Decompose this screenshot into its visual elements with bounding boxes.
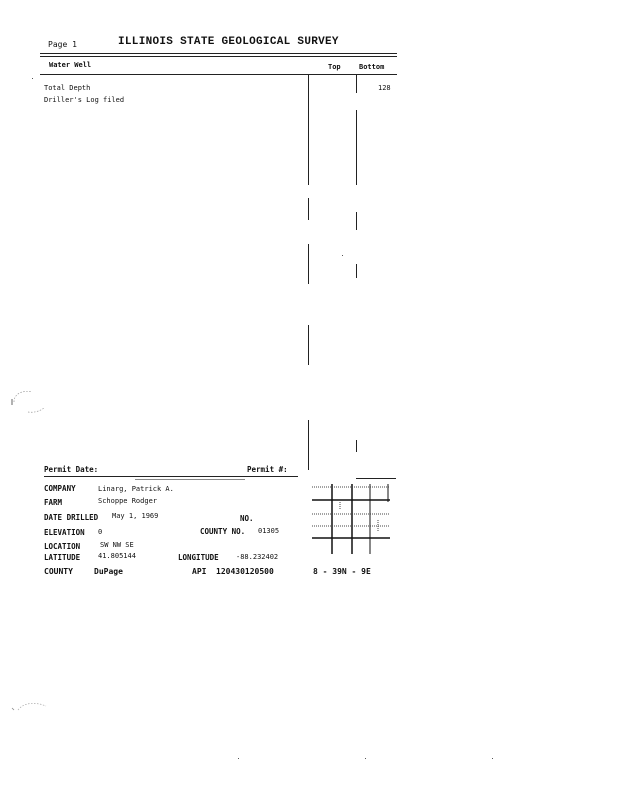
permit-number-label: Permit #: bbox=[247, 465, 288, 474]
county-value: DuPage bbox=[94, 567, 123, 576]
col-header-rule bbox=[40, 74, 397, 75]
hole-punch-mark bbox=[10, 388, 50, 418]
col-header-top: Top bbox=[328, 63, 341, 71]
scan-speck bbox=[492, 758, 493, 759]
company-label: COMPANY bbox=[44, 484, 76, 493]
longitude-label: LONGITUDE bbox=[178, 553, 219, 562]
api-label: API bbox=[192, 567, 207, 576]
elevation-label: ELEVATION bbox=[44, 528, 85, 537]
column-divider-bottom-1 bbox=[356, 75, 357, 93]
latitude-value: 41.805144 bbox=[98, 552, 136, 560]
column-divider-top-4 bbox=[308, 325, 309, 365]
location-label: LOCATION bbox=[44, 542, 81, 551]
column-divider-bottom-3 bbox=[356, 212, 357, 230]
location-value: SW NW SE bbox=[100, 541, 134, 549]
elevation-value: 0 bbox=[98, 528, 103, 536]
permit-rule-right bbox=[356, 478, 396, 479]
row-total-depth-label: Total Depth bbox=[44, 84, 91, 92]
page-label: Page 1 bbox=[48, 40, 77, 49]
column-divider-top-1 bbox=[308, 75, 309, 185]
header-rule-top bbox=[40, 53, 397, 54]
date-drilled-value: May 1, 1969 bbox=[112, 512, 159, 520]
scan-speck bbox=[32, 78, 33, 79]
no-label: NO. bbox=[240, 514, 254, 523]
latitude-label: LATITUDE bbox=[44, 553, 81, 562]
scan-speck bbox=[238, 758, 239, 759]
township-range: 8 - 39N - 9E bbox=[313, 567, 371, 576]
column-divider-bottom-5 bbox=[356, 440, 357, 452]
row-drillers-log-label: Driller's Log filed bbox=[44, 96, 125, 104]
scan-speck bbox=[342, 255, 343, 256]
column-divider-top-5 bbox=[308, 420, 309, 470]
header-rule-bottom bbox=[40, 56, 397, 57]
farm-label: FARM bbox=[44, 498, 63, 507]
col-header-description: Water Well bbox=[49, 61, 92, 69]
row-total-depth-bottom: 128 bbox=[378, 84, 391, 92]
longitude-value: -88.232402 bbox=[236, 553, 279, 561]
column-divider-top-3 bbox=[308, 244, 309, 284]
county-no-label: COUNTY NO. bbox=[200, 527, 246, 536]
column-divider-bottom-4 bbox=[356, 264, 357, 278]
scan-speck bbox=[365, 758, 366, 759]
county-label: COUNTY bbox=[44, 567, 73, 576]
section-location-grid bbox=[312, 480, 392, 558]
api-value: 120430120500 bbox=[216, 567, 274, 576]
farm-value: Schoppe Rodger bbox=[98, 497, 158, 505]
col-header-bottom: Bottom bbox=[359, 63, 385, 71]
permit-rule bbox=[44, 476, 298, 477]
county-no-value: 01305 bbox=[258, 527, 280, 535]
company-value: Linarg, Patrick A. bbox=[98, 485, 174, 493]
column-divider-top-2 bbox=[308, 198, 309, 220]
permit-date-label: Permit Date: bbox=[44, 465, 99, 474]
page-title: ILLINOIS STATE GEOLOGICAL SURVEY bbox=[118, 36, 339, 48]
date-drilled-label: DATE DRILLED bbox=[44, 513, 99, 522]
company-top-rule bbox=[135, 479, 245, 480]
column-divider-bottom-2 bbox=[356, 110, 357, 185]
hole-punch-mark-lower bbox=[8, 698, 52, 726]
